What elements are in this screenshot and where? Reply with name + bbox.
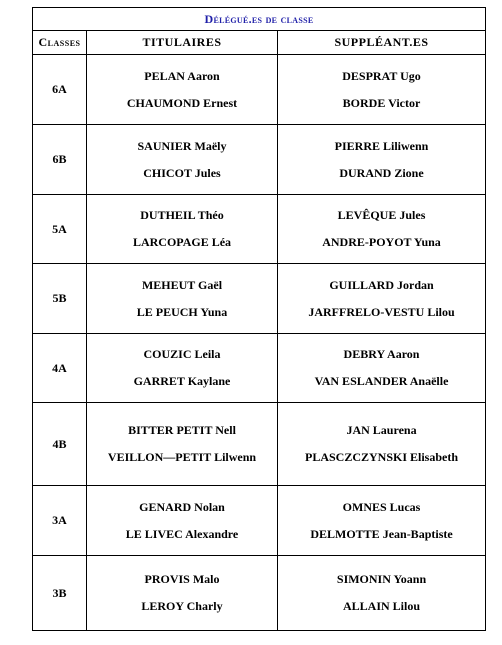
suppleant-name: DURAND Zione [339,165,424,180]
titulaire-name: PROVIS Malo [144,572,220,586]
table-row [33,334,486,403]
suppleants-cell [278,55,486,125]
titulaire-name: LEROY Charly [141,599,223,613]
table-row [33,55,486,125]
titulaire-name: DUTHEIL Théo [140,208,224,222]
suppleant-name: JARFFRELO-VESTU Lilou [308,304,455,319]
suppleant-name: JAN Laurena [346,423,417,437]
suppleant-name: ANDRE-POYOT Yuna [322,235,441,249]
class-cell: 4A [33,334,87,403]
titulaire-name: CHAUMOND Ernest [126,95,238,110]
table-row [33,125,486,195]
table-row [33,264,486,334]
titulaires-cell [87,195,278,264]
table-row [33,403,486,486]
suppleants-cell [278,403,486,486]
table-title [33,8,486,31]
suppleant-name: BORDE Victor [342,95,421,110]
titulaire-name: CHICOT Jules [143,165,221,180]
suppleant-name: LEVÊQUE Jules [337,208,426,222]
table-row [33,556,486,631]
titulaires-cell [87,556,278,631]
class-cell: 5B [33,264,87,334]
suppleants-cell [278,264,486,334]
titulaire-name: GARRET Kaylane [133,374,231,388]
suppleant-name: VAN ESLANDER Anaëlle [314,374,449,388]
table-title-text: Délégué.es de classe [204,11,314,26]
suppleant-name: DEBRY Aaron [343,347,420,361]
titulaire-name: PELAN Aaron [144,68,220,83]
suppleants-cell [278,125,486,195]
suppleant-name: SIMONIN Yoann [336,572,427,586]
suppleant-name: DESPRAT Ugo [342,68,421,83]
titulaire-name: LE PEUCH Yuna [136,304,228,319]
titulaire-name: MEHEUT Gaël [141,277,223,292]
class-cell: 3B [33,556,87,631]
class-cell: 6A [33,55,87,125]
titulaire-name: VEILLON—PETIT Lilwenn [107,450,257,464]
titulaire-name: SAUNIER Maëly [137,138,227,153]
titulaire-name: COUZIC Leila [143,347,221,361]
suppleants-cell [278,556,486,631]
titulaires-cell [87,125,278,195]
suppleant-name: GUILLARD Jordan [329,277,434,292]
titulaires-cell [87,334,278,403]
suppleant-name: OMNES Lucas [342,499,421,514]
titulaire-name: BITTER PETIT Nell [128,423,236,437]
titulaire-name: LARCOPAGE Léa [132,235,232,249]
suppleants-cell [278,334,486,403]
header-suppleants: SUPPLÉANT.ES [278,31,486,55]
delegates-table [32,7,486,631]
suppleant-name: ALLAIN Lilou [343,599,421,613]
suppleants-cell [278,486,486,556]
titulaires-cell [87,403,278,486]
suppleant-name: PLASCZCZYNSKI Elisabeth [304,450,459,464]
class-cell: 3A [33,486,87,556]
header-classes: Classes [33,31,87,55]
suppleant-name: DELMOTTE Jean-Baptiste [310,526,453,541]
class-cell: 4B [33,403,87,486]
titulaires-cell [87,264,278,334]
table-row [33,486,486,556]
titulaire-name: LE LIVEC Alexandre [125,526,239,541]
header-titulaires: TITULAIRES [87,31,278,55]
titulaires-cell [87,486,278,556]
suppleant-name: PIERRE Liliwenn [334,138,429,153]
titulaire-name: GENARD Nolan [139,499,225,514]
class-cell: 6B [33,125,87,195]
class-cell: 5A [33,195,87,264]
suppleants-cell [278,195,486,264]
titulaires-cell [87,55,278,125]
table-row [33,195,486,264]
